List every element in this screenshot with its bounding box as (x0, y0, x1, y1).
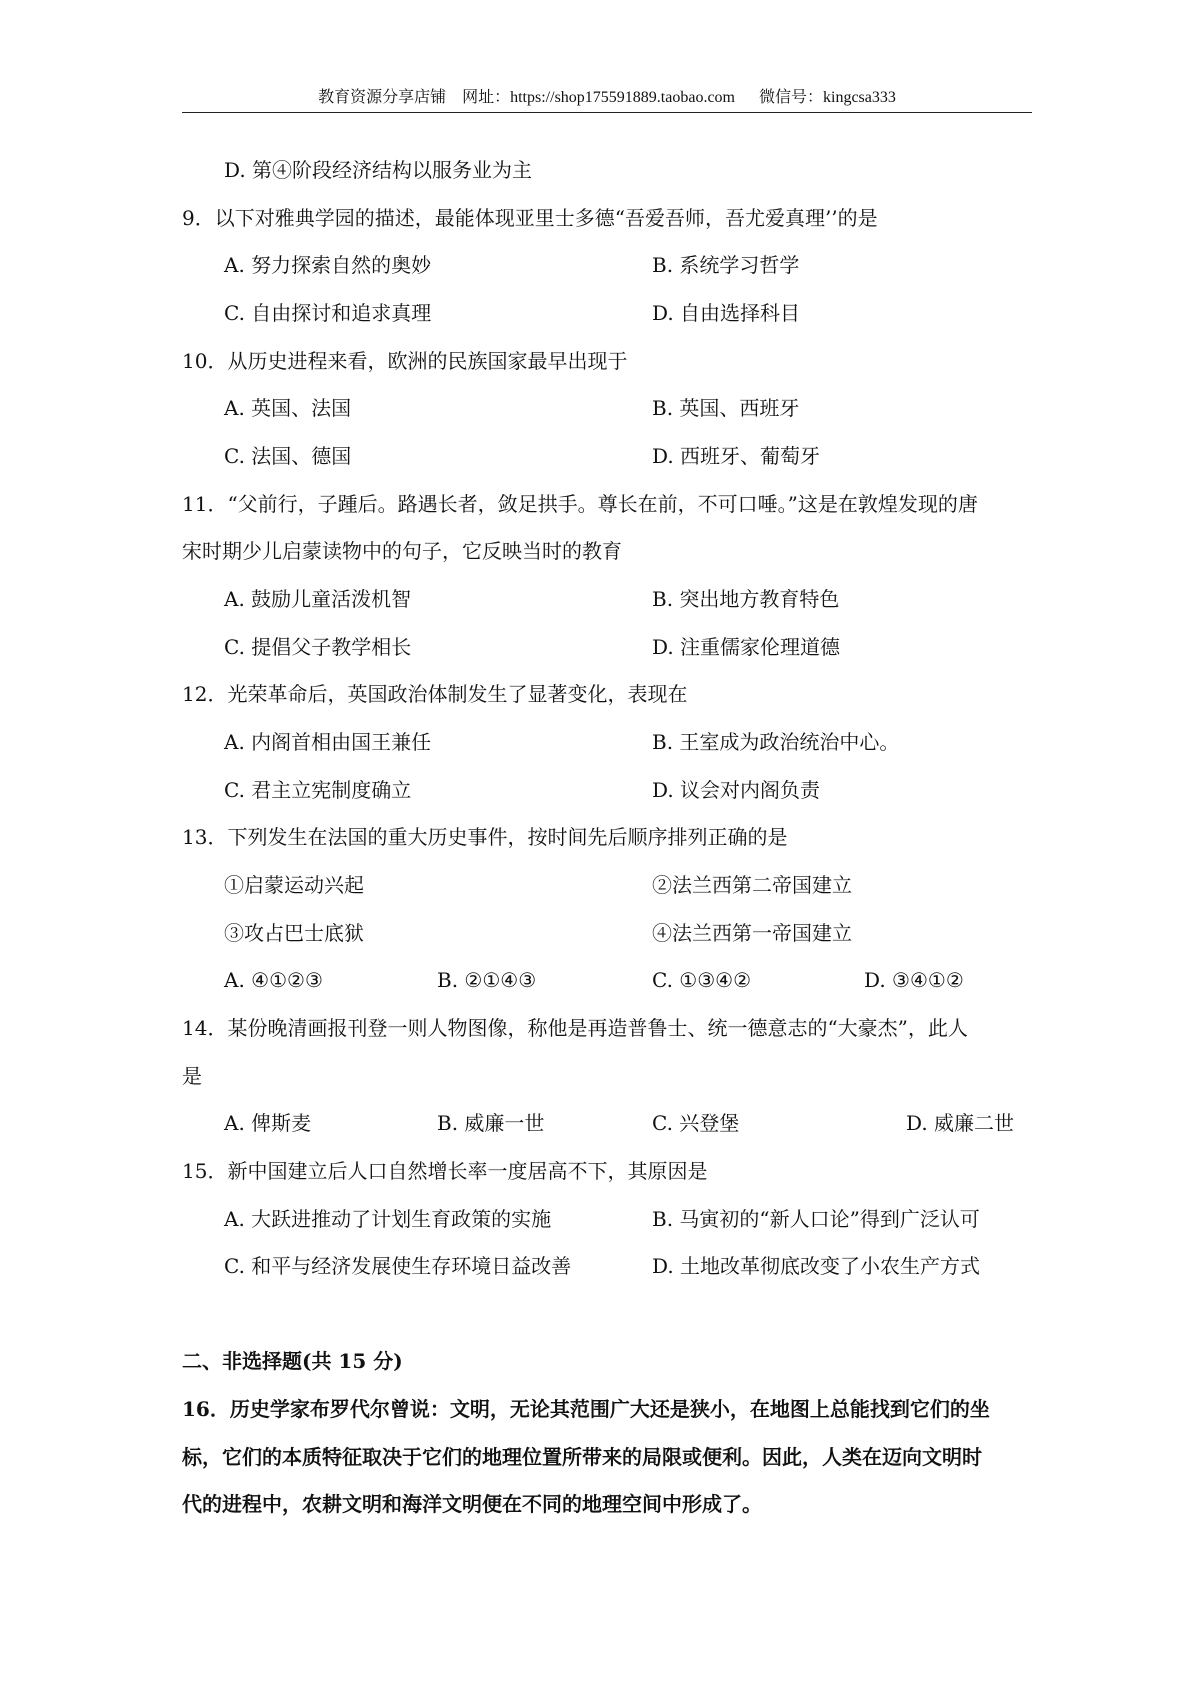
q12-option-b: B. 王室成为政治统治中心。 (652, 730, 900, 754)
section-2-title: 二、非选择题(共 15 分) (182, 1349, 403, 1373)
q9-option-b: B. 系统学习哲学 (652, 253, 800, 277)
q14-option-d: D. 威廉二世 (906, 1111, 1015, 1135)
q13-event-4: ④法兰西第一帝国建立 (652, 921, 852, 945)
q10-option-a: A. 英国、法国 (224, 396, 352, 420)
q10-option-c: C. 法国、德国 (224, 444, 352, 468)
q11-stem-line2: 宋时期少儿启蒙读物中的句子，它反映当时的教育 (182, 539, 622, 563)
q13-event-3: ③攻占巴士底狱 (224, 921, 364, 945)
q11-option-d: D. 注重儒家伦理道德 (652, 635, 841, 659)
q15-stem: 15．新中国建立后人口自然增长率一度居高不下，其原因是 (182, 1159, 708, 1183)
q13-event-2: ②法兰西第二帝国建立 (652, 873, 852, 897)
q13-event-1: ①启蒙运动兴起 (224, 873, 364, 897)
q15-option-b: B. 马寅初的“新人口论”得到广泛认可 (652, 1207, 980, 1231)
q16-line1-text: ．历史学家布罗代尔曾说：文明，无论其范围广大还是狭小，在地图上总能找到它们的坐 (209, 1397, 990, 1421)
q12-stem: 12．光荣革命后，英国政治体制发生了显著变化，表现在 (182, 682, 688, 706)
q14-option-a: A. 俾斯麦 (224, 1111, 312, 1135)
q14-option-c: C. 兴登堡 (652, 1111, 740, 1135)
q9-option-d: D. 自由选择科目 (652, 301, 801, 325)
q9-stem: 9．以下对雅典学园的描述，最能体现亚里士多德“吾爱吾师，吾尤爱真理’’的是 (182, 206, 878, 230)
q12-option-d: D. 议会对内阁负责 (652, 778, 821, 802)
q16-number: 16 (182, 1397, 210, 1421)
q11-option-a: A. 鼓励儿童活泼机智 (224, 587, 412, 611)
q13-option-d: D. ③④①② (864, 968, 964, 992)
q10-option-d: D. 西班牙、葡萄牙 (652, 444, 821, 468)
header-wechat: 微信号：kingcsa333 (759, 89, 896, 106)
q15-option-c: C. 和平与经济发展使生存环境日益改善 (224, 1254, 572, 1278)
q9-option-c: C. 自由探讨和追求真理 (224, 301, 432, 325)
q13-option-b: B. ②①④③ (437, 968, 537, 992)
q11-option-c: C. 提倡父子教学相长 (224, 635, 412, 659)
page-header (182, 84, 1032, 113)
q13-option-c: C. ①③④② (652, 968, 752, 992)
q8-option-d: D. 第④阶段经济结构以服务业为主 (224, 158, 533, 182)
q16-line3: 代的进程中，农耕文明和海洋文明便在不同的地理空间中形成了。 (182, 1492, 762, 1516)
q14-option-b: B. 威廉一世 (437, 1111, 545, 1135)
q11-stem-line1: 11．“父前行，子踵后。路遇长者，敛足拱手。尊长在前，不可口唾。”这是在敦煌发现的唐 (182, 492, 978, 516)
q15-option-d: D. 土地改革彻底改变了小农生产方式 (652, 1254, 981, 1278)
q16-line1 (182, 1396, 1032, 1422)
q11-option-b: B. 突出地方教育特色 (652, 587, 840, 611)
q10-stem: 10．从历史进程来看，欧洲的民族国家最早出现于 (182, 349, 628, 373)
header-site: 网址：https://shop175591889.taobao.com (462, 89, 735, 106)
q15-option-a: A. 大跃进推动了计划生育政策的实施 (224, 1207, 552, 1231)
header-shop: 教育资源分享店铺 (318, 89, 447, 106)
q14-stem-line1: 14．某份晚清画报刊登一则人物图像，称他是再造普鲁士、统一德意志的“大豪杰”，此人 (182, 1016, 968, 1040)
q12-option-c: C. 君主立宪制度确立 (224, 778, 412, 802)
q14-stem-line2: 是 (182, 1064, 202, 1088)
q9-option-a: A. 努力探索自然的奥妙 (224, 253, 432, 277)
q16-line2: 标，它们的本质特征取决于它们的地理位置所带来的局限或便利。因此，人类在迈向文明时 (182, 1445, 982, 1469)
q13-stem: 13．下列发生在法国的重大历史事件，按时间先后顺序排列正确的是 (182, 825, 788, 849)
q13-option-a: A. ④①②③ (224, 968, 323, 992)
q10-option-b: B. 英国、西班牙 (652, 396, 800, 420)
q12-option-a: A. 内阁首相由国王兼任 (224, 730, 432, 754)
